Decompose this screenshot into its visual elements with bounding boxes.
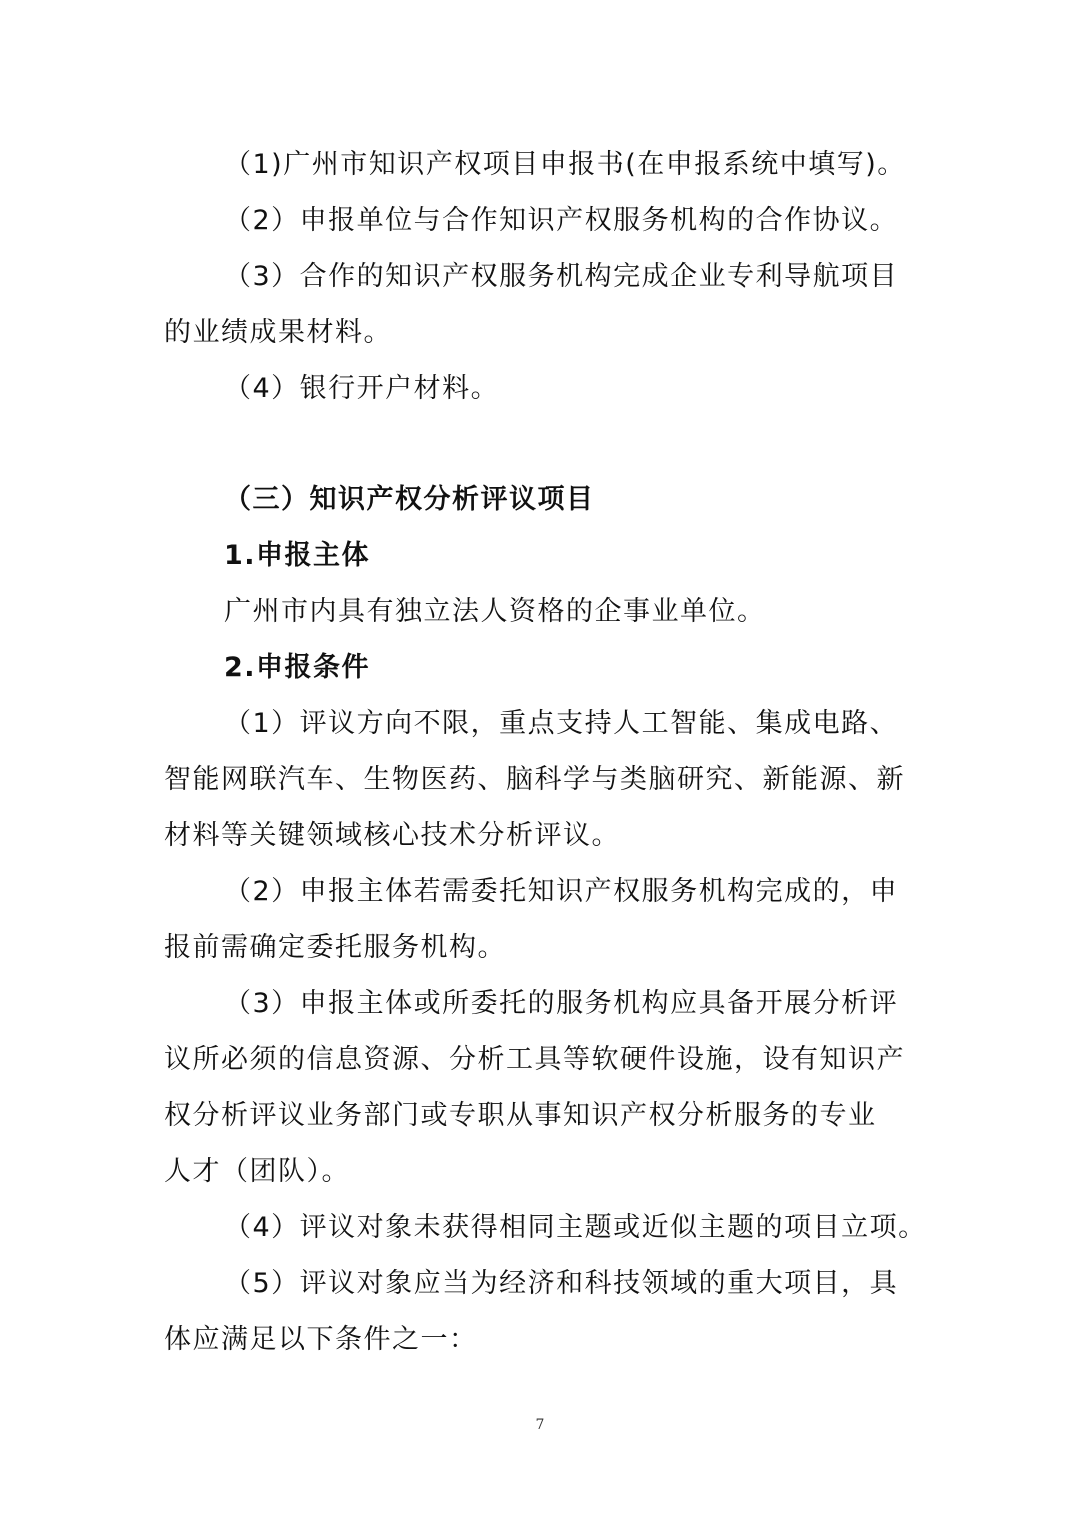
paragraph-line-10: （2）申报主体若需委托知识产权服务机构完成的，申: [224, 876, 899, 907]
paragraph-line-18: 体应满足以下条件之一：: [164, 1324, 478, 1355]
subsection-heading-conditions: 2.申报条件: [224, 652, 371, 683]
paragraph-line-4: 的业绩成果材料。: [164, 317, 392, 348]
paragraph-line-3: （3）合作的知识产权服务机构完成企业专利导航项目: [224, 261, 899, 292]
paragraph-line-8: 智能网联汽车、生物医药、脑科学与类脑研究、新能源、新: [164, 764, 905, 795]
paragraph-line-2: （2）申报单位与合作知识产权服务机构的合作协议。: [224, 205, 899, 236]
paragraph-line-5: （4）银行开户材料。: [224, 373, 500, 404]
paragraph-line-12: （3）申报主体或所委托的服务机构应具备开展分析评: [224, 988, 899, 1019]
paragraph-line-16: （4）评议对象未获得相同主题或近似主题的项目立项。: [224, 1212, 927, 1243]
paragraph-line-7: （1）评议方向不限，重点支持人工智能、集成电路、: [224, 708, 899, 739]
paragraph-line-1: （1)广州市知识产权项目申报书(在申报系统中填写)。: [224, 149, 906, 180]
page-number: 7: [535, 1417, 545, 1433]
paragraph-line-17: （5）评议对象应当为经济和科技领域的重大项目，具: [224, 1268, 899, 1299]
paragraph-line-15: 人才（团队）。: [164, 1156, 350, 1187]
paragraph-line-6: 广州市内具有独立法人资格的企事业单位。: [224, 596, 766, 627]
paragraph-line-9: 材料等关键领域核心技术分析评议。: [164, 820, 620, 851]
subsection-heading-applicant: 1.申报主体: [224, 540, 371, 571]
paragraph-line-13: 议所必须的信息资源、分析工具等软硬件设施，设有知识产: [164, 1044, 905, 1075]
section-heading: （三）知识产权分析评议项目: [224, 484, 595, 515]
paragraph-line-11: 报前需确定委托服务机构。: [164, 932, 506, 963]
paragraph-line-14: 权分析评议业务部门或专职从事知识产权分析服务的专业: [164, 1100, 877, 1131]
